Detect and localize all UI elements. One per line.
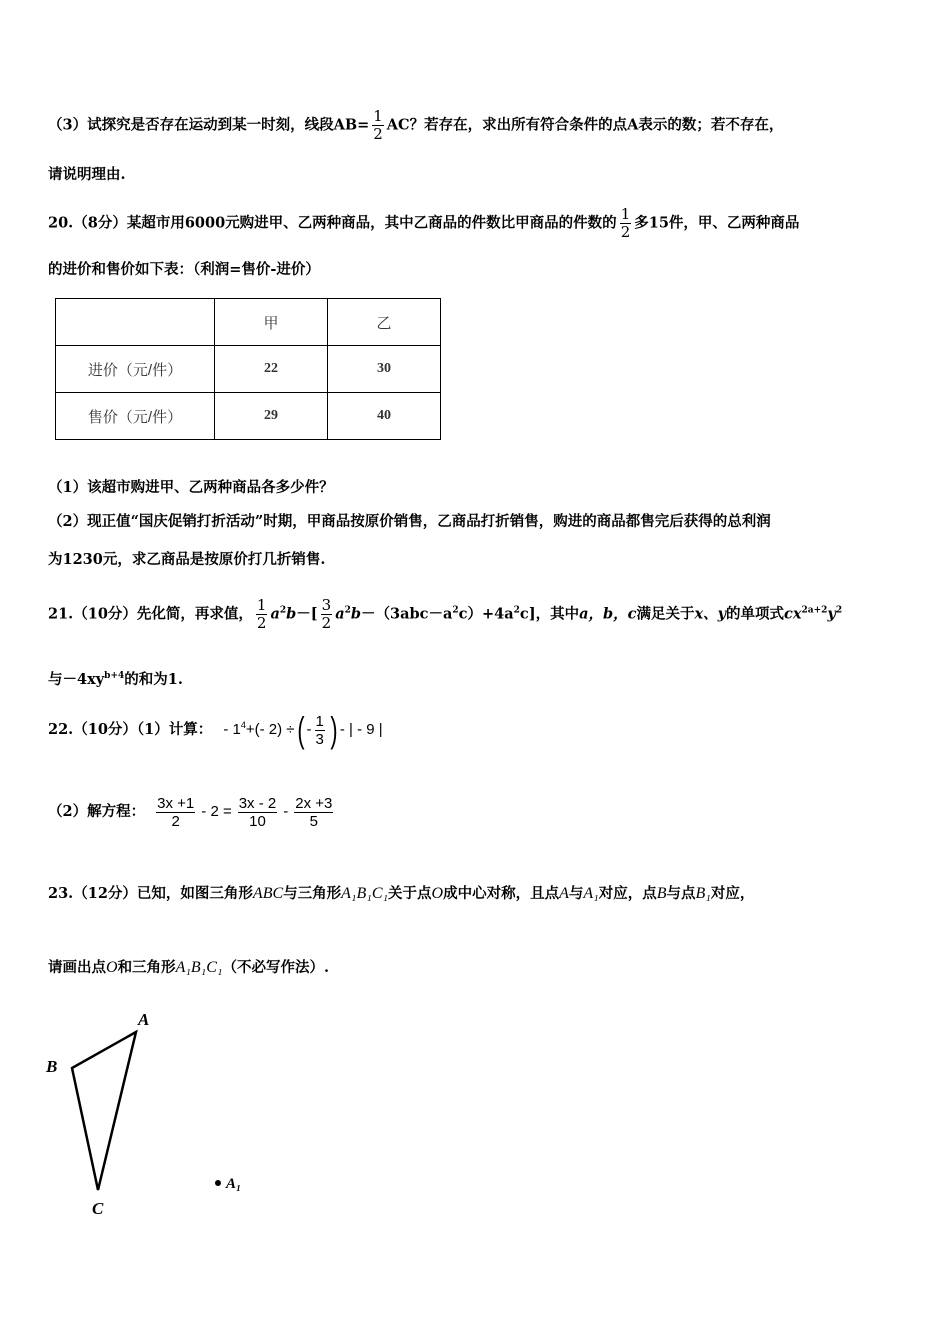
q21-xy: x、y bbox=[694, 605, 727, 623]
q20-amount: 6000 bbox=[184, 214, 226, 232]
q20-line2: 的进价和售价如下表：（利润=售价-进价） bbox=[48, 261, 320, 278]
q19-ab: AB= bbox=[333, 116, 370, 134]
q22-mid: - 2 = bbox=[201, 803, 232, 820]
q21-monomial-y: y bbox=[827, 605, 836, 623]
q20-sub1: （1）该超市购进甲、乙两种商品各多少件？ bbox=[48, 479, 334, 496]
q20-score: （8分） bbox=[73, 214, 127, 232]
q19-part3-line1 bbox=[48, 108, 783, 143]
q21-minus-bracket: －[ bbox=[296, 605, 318, 623]
triangle-figure bbox=[40, 1000, 270, 1230]
triangle-abc bbox=[72, 1032, 136, 1190]
table-header-cell: 甲 bbox=[215, 299, 328, 346]
q21-term1-b: b bbox=[286, 605, 297, 623]
table-row-label: 售价（元/件） bbox=[56, 393, 215, 440]
q22-r2-den: 5 bbox=[309, 812, 318, 830]
q21-text-c: 的单项式 bbox=[726, 605, 785, 623]
q21-term3-sup2: 2 bbox=[513, 605, 520, 616]
table-cell: 22 bbox=[215, 346, 328, 393]
q22-r1-num: 3x - 2 bbox=[238, 794, 277, 812]
q19-part3-text: 试探究是否存在运动到某一时刻，线段 bbox=[87, 116, 334, 134]
q21-fraction-2 bbox=[321, 597, 333, 632]
label-c: C bbox=[92, 1199, 104, 1218]
q21-vars: a，b，c bbox=[579, 605, 637, 623]
q22-inner-minus: - bbox=[306, 721, 312, 738]
q19-frac-den: 2 bbox=[373, 125, 383, 143]
table-row-label: 进价（元/件） bbox=[56, 346, 215, 393]
q22-lhs-num: 3x +1 bbox=[157, 794, 195, 812]
q23-line2-o: O bbox=[106, 959, 118, 976]
right-paren: ) bbox=[330, 709, 338, 751]
q23-a1: A₁ bbox=[583, 885, 599, 902]
q20-fraction bbox=[620, 206, 632, 241]
q21-f1-num: 1 bbox=[256, 596, 267, 614]
q21-term3-sup: 2 bbox=[452, 605, 459, 616]
q23-text-g: 与点 bbox=[666, 885, 696, 902]
q22-equation bbox=[150, 794, 339, 830]
q21-score: （10分） bbox=[73, 605, 137, 623]
q20-text-c: 多 bbox=[634, 214, 649, 232]
q22-fraction bbox=[315, 713, 325, 748]
q21-f2-den: 2 bbox=[321, 614, 332, 632]
q23-b1: B₁ bbox=[695, 885, 711, 902]
q22-r1-den: 10 bbox=[249, 812, 266, 830]
q21-term3: －（3abc－a bbox=[361, 605, 453, 623]
table-header-cell bbox=[56, 299, 215, 346]
q20-text-a: 某超市用 bbox=[126, 214, 185, 232]
q22-lhs-den: 2 bbox=[171, 812, 180, 830]
q19-text-b: AC？若存在，求出所有符合条件的点 bbox=[386, 116, 628, 134]
q23-line2-b: 和三角形 bbox=[117, 959, 176, 976]
q21-term1-sup: 2 bbox=[279, 605, 287, 616]
label-a: A bbox=[138, 1010, 150, 1029]
q19-frac-num: 1 bbox=[373, 107, 383, 125]
q23-b: B bbox=[656, 885, 667, 902]
label-a1: A₁ bbox=[226, 1176, 242, 1192]
q23-line2-tri: A₁B₁C₁ bbox=[175, 959, 223, 976]
q22-score: （10分） bbox=[73, 721, 137, 738]
q23-line1 bbox=[48, 884, 754, 904]
q21-fraction-1 bbox=[256, 597, 268, 632]
q21-term3-c: c]，其中 bbox=[519, 605, 580, 623]
q22-expr-a: - 1 bbox=[223, 721, 241, 738]
q21-monomial-y-sup: 2 bbox=[835, 605, 843, 616]
q23-o: O bbox=[431, 885, 444, 902]
table-cell: 30 bbox=[328, 346, 441, 393]
table-cell: 40 bbox=[328, 393, 441, 440]
q21-monomial-sup: 2a+2 bbox=[801, 605, 828, 616]
table-row bbox=[56, 393, 441, 440]
q21-term2-b: b bbox=[350, 605, 362, 623]
q22-line2 bbox=[48, 790, 339, 834]
q21-text-b: 满足关于 bbox=[636, 605, 695, 623]
q22-expr-a-sup: 4 bbox=[240, 720, 246, 730]
q21-term2: a bbox=[335, 605, 345, 623]
q21-term2-sup: 2 bbox=[344, 605, 351, 616]
q22-line1 bbox=[48, 710, 383, 750]
q21-term1: a bbox=[270, 605, 280, 623]
q22-part1: （1）计算： bbox=[136, 721, 213, 738]
q19-point-a: A bbox=[627, 116, 639, 134]
q23-a1b1c1: A₁B₁C₁ bbox=[341, 885, 389, 902]
q21-f2-num: 3 bbox=[321, 596, 332, 614]
q20-sub2-line1: （2）现正值“国庆促销打折活动”时期，甲商品按原价销售，乙商品打折销售，购进的商品都售完后获得的总利润 bbox=[48, 513, 771, 530]
q23-line2 bbox=[48, 958, 329, 978]
q22-expression bbox=[223, 709, 383, 751]
q22-f-num: 1 bbox=[315, 712, 324, 730]
q23-text-c: 关于点 bbox=[388, 885, 432, 902]
q23-text-e: 与 bbox=[568, 885, 584, 902]
q23-text-h: 对应， bbox=[710, 885, 755, 902]
q20-frac-den: 2 bbox=[620, 223, 631, 241]
q19-part3-label: （3） bbox=[48, 116, 88, 134]
table-header-cell: 乙 bbox=[328, 299, 441, 346]
q20-text-b: 元购进甲、乙两种商品，其中乙商品的件数比甲商品的件数的 bbox=[225, 214, 617, 232]
q22-f-den: 3 bbox=[315, 730, 324, 748]
q21-line2-sup: b+4 bbox=[104, 671, 125, 682]
q23-number: 23. bbox=[48, 885, 74, 902]
q23-text-a: 已知，如图三角形 bbox=[136, 885, 253, 902]
q21-text-a: 先化简，再求值， bbox=[136, 605, 253, 623]
q21-term3-b: c）+4a bbox=[458, 605, 514, 623]
q23-line2-a: 请画出点 bbox=[48, 959, 106, 976]
q22-part2: （2）解方程： bbox=[48, 803, 146, 820]
q22-lhs-fraction bbox=[156, 795, 195, 830]
q20-line1 bbox=[48, 206, 799, 241]
q23-text-b: 与三角形 bbox=[283, 885, 342, 902]
label-b: B bbox=[46, 1057, 58, 1076]
q23-score: （12分） bbox=[73, 885, 137, 902]
q19-fraction bbox=[372, 108, 384, 143]
q20-text-d: 件，甲、乙两种商品 bbox=[668, 214, 800, 232]
q19-part3-line2: 请说明理由. bbox=[48, 166, 126, 183]
q22-r2-fraction bbox=[294, 795, 333, 830]
q21-number: 21. bbox=[48, 605, 74, 623]
q20-frac-num: 1 bbox=[620, 205, 631, 223]
q21-monomial: cx bbox=[784, 605, 802, 623]
q22-minus: - bbox=[283, 803, 289, 820]
q22-number: 22. bbox=[48, 721, 74, 738]
q22-expr-b: +(- 2) ÷ bbox=[245, 721, 295, 738]
point-a1 bbox=[215, 1180, 221, 1186]
q23-line2-c: （不必写作法）. bbox=[222, 959, 330, 976]
price-table bbox=[55, 298, 441, 440]
q21-line2-a: 与－4xy bbox=[48, 671, 105, 688]
q22-r1-fraction bbox=[238, 795, 278, 830]
q21-line2 bbox=[48, 670, 183, 690]
table-header-row bbox=[56, 299, 441, 346]
q19-text-c: 表示的数；若不存在， bbox=[638, 116, 784, 134]
table-cell: 29 bbox=[215, 393, 328, 440]
left-paren: ( bbox=[296, 709, 305, 751]
q22-expr-c: - | - 9 | bbox=[339, 721, 383, 738]
q21-line1 bbox=[48, 597, 842, 632]
q20-sub2-line2: 为1230元，求乙商品是按原价打几折销售. bbox=[48, 551, 326, 568]
q23-text-d: 成中心对称，且点 bbox=[443, 885, 560, 902]
q23-abc: ABC bbox=[252, 885, 284, 902]
q23-text-f: 对应，点 bbox=[598, 885, 657, 902]
q20-extra: 15 bbox=[648, 214, 669, 232]
q21-line2-b: 的和为1. bbox=[124, 671, 183, 688]
table-row bbox=[56, 346, 441, 393]
q23-a: A bbox=[559, 885, 569, 902]
q20-number: 20. bbox=[48, 214, 74, 232]
q22-r2-num: 2x +3 bbox=[295, 794, 333, 812]
q21-f1-den: 2 bbox=[256, 614, 267, 632]
